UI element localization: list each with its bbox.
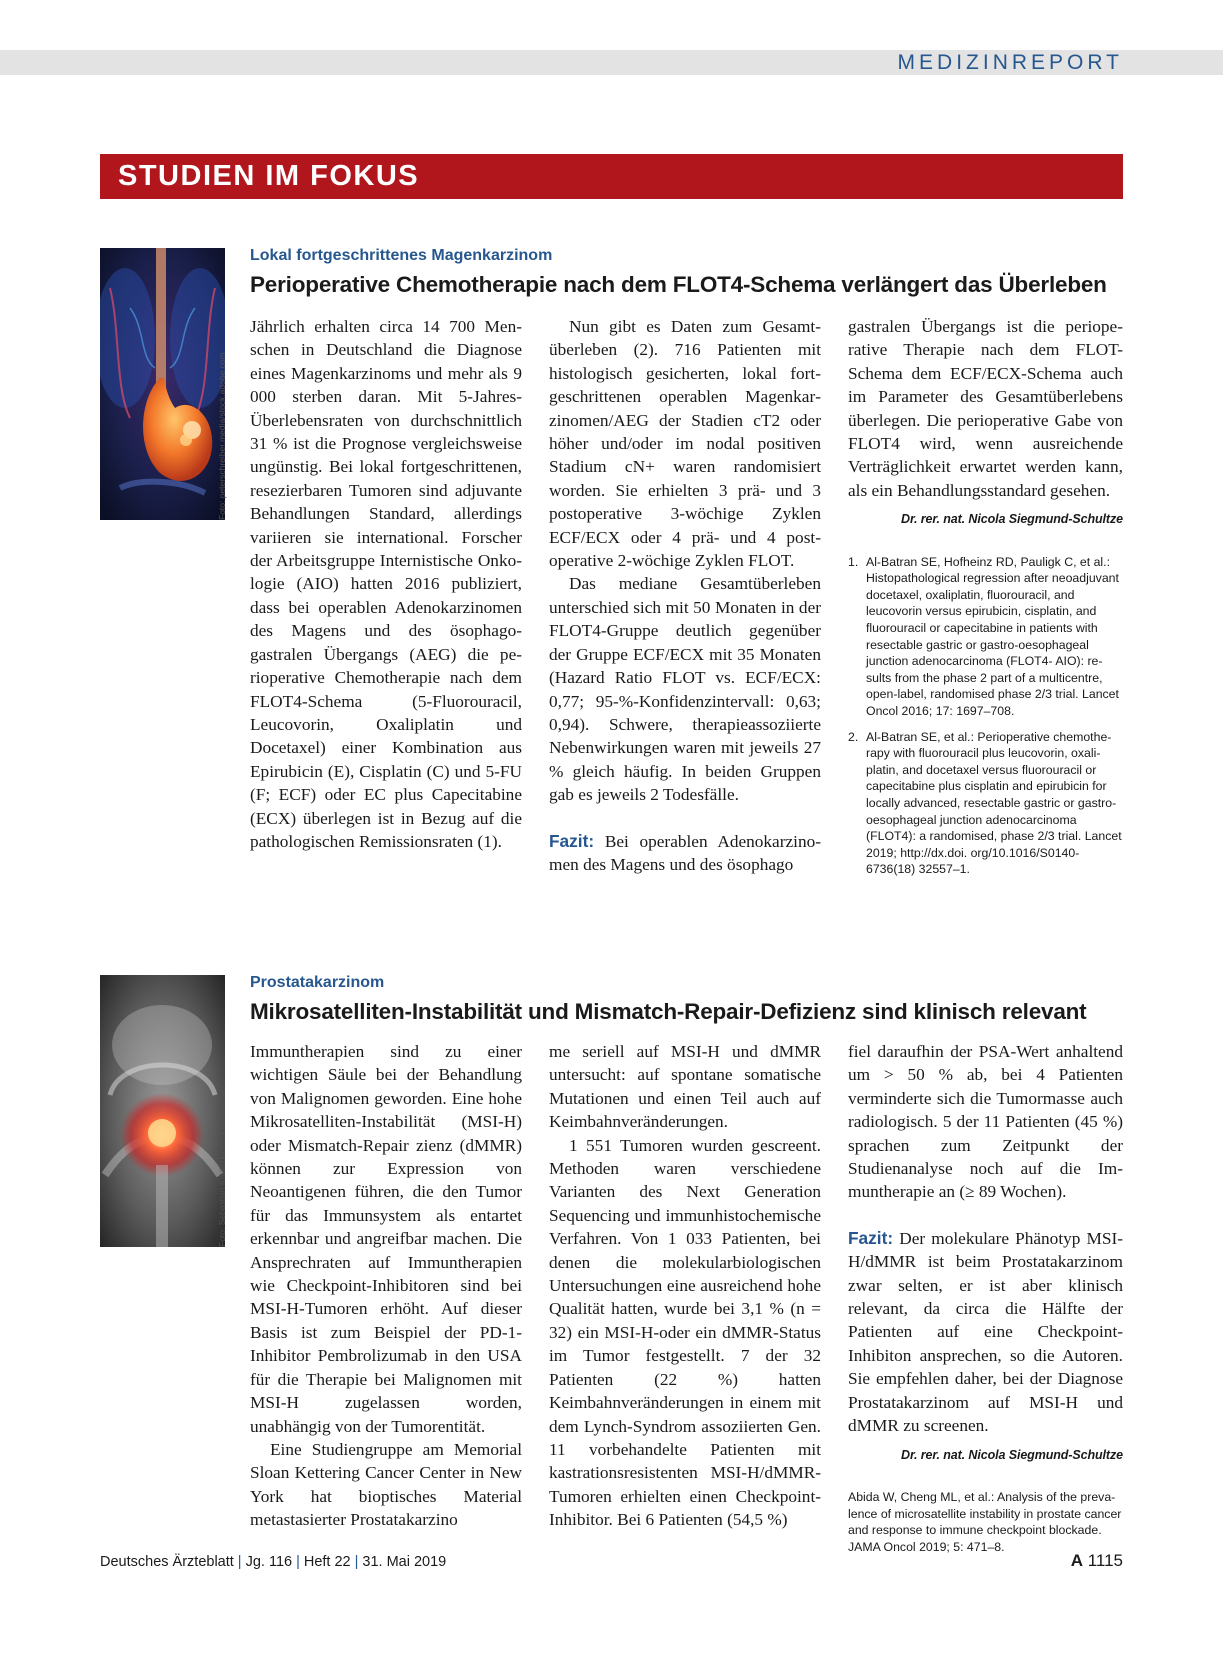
paragraph: Das mediane Gesamtüberleben unterschied sich mit 50 Monaten in der FLOT4-Gruppe deutlich gegenüber der Gruppe ECF/ECX mit 35 Monaten (Hazard Ratio FLOT vs. ECF/ECX: 0,77; 95-%-Konfidenzintervall: 0,63; 0,94). Schwere, therapieassoziierte Nebenwirkungen waren mit jeweils 27 % gleich häufig. In beiden Gruppen gab es jeweils 2 Todesfälle. [549,574,821,805]
reference-item [848,729,1123,878]
author-byline: Dr. rer. nat. Nicola Siegmund-Schultze [901,512,1123,527]
paragraph: 1 551 Tumoren wurden gescreent. Methoden waren verschiedene Varianten des Next Generation Sequencing und immunhistochemische Verfahren. Von 1 033 Patienten, bei denen die molekularbiologischen Untersuchungen eine ausreichend hohe Qualität hatten, wurde bei 3,1 % (n = 32) ein MSI-H-oder ein dMMR-Status im Tumor festgestellt. 7 der 32 Patienten (22 %) hatten Keimbahnveränderungen in einem mit dem Lynch-Syndrom assoziierten Gen. 11 vorbehandelte Patienten mit kastrationsresistenten MSI-H/dMMR-Tumoren erhielten einen Checkpoint-Inhibitor. Bei 6 Patienten (54,5 %) [549,1135,821,1530]
issue-date: 31. Mai 2019 [362,1554,447,1570]
article1-kicker: Lokal fortgeschrittenes Magenkarzinom [250,247,553,264]
page-prefix: A [1070,1551,1083,1570]
page-number-value: 1115 [1087,1551,1123,1570]
fazit-text: Bei operablen Adenokarzinomen des Magens und des ösophago [549,831,821,874]
stomach-illustration [100,248,225,520]
paragraph: Immuntherapien sind zu einer wichtigen Säule bei der Behandlung von Malignomen geworden. Eine hohe Mikrosatelliten-Instabilität (MSI-H) oder Mismatch-Repair zienz (dMMR) können zur Expression von Neoantigenen führen, die den Tumor für das Immunsystem als entartet erkennbar und angreifbar machen. Die Ansprechraten auf Immuntherapien wie Checkpoint-Inhibitoren sind bei MSI-H-Tumoren erhöht. Auf dieser Basis ist zum Beispiel der PD-1-Inhibitor Pembrolizumab in den USA für die Therapie bei Malignomen mit MSI-H zugelassen worden, unabhängig von der Tumorentität. [250,1042,522,1436]
article2-column-1 [250,1040,522,1532]
fazit-text: Der molekulare Phänotyp MSI-H/dMMR ist beim Prostatakarzinom zwar selten, er ist aber klinisch relevant, da circa die Hälfte der Patienten auf eine Checkpoint-Inhibiton ansprechen, so die Autoren. Sie empfehlen daher, bei der Diagnose Prostatakarzinom auf MSI-H und dMMR zu screenen. [848,1228,1123,1436]
volume: Jg. 116 [245,1554,293,1570]
prostate-illustration [100,975,225,1247]
journal-name: Deutsches Ärzteblatt [100,1554,234,1570]
reference-text: Al-Batran SE, Hofheinz RD, Pauligk C, et al.: Histopathological regression after neoadjuvant docetaxel, oxaliplatin, fluorouracil, and leucovorin versus epirubicin, cisplatin, and fluorouracil or capecitabine in patients with resectable gastric or gastro-oesophageal junction adenocarcinoma (FLOT4- AIO): results from the phase 2 part of a multicentre, open-label, randomised phase 2/3 trial. Lancet Oncol 2016; 17: 1697–708. [866,554,1119,718]
fazit-label: Fazit: [848,1227,894,1248]
page-number [1071,1551,1123,1571]
paragraph: Jährlich erhalten circa 14 700 Menschen in Deutschland die Diagnose eines Magenkarzinoms und mehr als 9 000 sterben daran. Mit 5-Jahres-Überlebensraten von durchschnittlich 31 % ist die Prognose vergleichsweise ungünstig. Bei lokal fortgeschrittenen, resezierbaren Tumoren sind adjuvante Behandlungen Standard, allerdings variieren sie international. Forscher der Arbeitsgruppe Internistische Onkologie (AIO) hatten 2016 publiziert, dass bei operablen Adenokarzinomen des Magens und des ösophagogastralen Übergangs (AEG) die perioperative Chemotherapie nach dem FLOT4-Schema (5-Fluorouracil, Leucovorin, Oxaliplatin und Docetaxel) einer Kombination aus Epirubicin (E), Cisplatin (C) und 5-FU (F; ECF) oder EC plus Capecitabine (ECX) überlegen ist in Bezug auf die pathologischen Remissionsraten (1). [250,317,522,851]
photo-credit: Foto: Sebastian Kaulitzki/stock.adobe.com [217,1086,227,1247]
section-label: MEDIZINREPORT [897,51,1123,74]
paragraph: me seriell auf MSI-H und dMMR untersucht: auf spontane somatische Mutationen und einen Teil auch auf Keimbahnveränderungen. [549,1042,821,1132]
author-byline: Dr. rer. nat. Nicola Siegmund-Schultze [901,1447,1123,1462]
article2-column-3 [848,1040,1123,1555]
footer-citation: Deutsches Ärzteblatt | Jg. 116 | Heft 22 | 31. Mai 2019 [100,1554,447,1570]
banner-title: STUDIEN IM FOKUS [118,160,420,192]
paragraph: fiel daraufhin der PSA-Wert anhaltend um > 50 % ab, bei 4 Patienten verminderte sich die Tumormasse auch radiologisch. 5 der 11 Patienten (45 %) sprachen zum Zeitpunkt der Studienanalyse noch auf die Immuntherapie an (≥ 89 Wochen). [848,1042,1123,1202]
article2-column-2 [549,1040,821,1532]
article1-column-3 [848,315,1123,887]
article2-headline: Mikrosatelliten-Instabilität und Mismatch-Repair-Defizienz sind klinisch relevant [250,999,1087,1024]
reference-list [848,554,1123,878]
issue: Heft 22 [303,1554,351,1570]
fazit-label: Fazit: [549,830,595,851]
reference-text: Al-Batran SE, et al.: Perioperative chemotherapy with fluorouracil plus leucovorin, oxaliplatin, and docetaxel versus fluorouracil or capecitabine plus cisplatin and epirubicin for locally advanced, resectable gastric or gastro-oesophageal junction adenocarcinoma (FLOT4): a randomised, phase 2/3 trial. Lancet 2019; http://dx.doi. org/10.1016/S0140-6736(18) 32557–1. [866,729,1122,877]
reference-number: 2. [848,729,859,744]
paragraph: Eine Studiengruppe am Memorial Sloan Kettering Cancer Center in New York hat bioptisches Material metastasierter Prostatakarzino [250,1439,522,1530]
reference-item [848,554,1123,720]
paragraph: gastralen Übergangs ist die perioperative Therapie nach dem FLOT-Schema dem ECF/ECX-Schema auch im Parameter des Gesamtüberlebens überlegen. Die perioperative Gabe von FLOT4 wird, wenn ausreichende Verträglichkeit erwartet werden kann, als ein Behandlungsstandard gesehen. [848,317,1123,500]
article1-column-1 [250,315,522,853]
fazit-paragraph [848,1227,1123,1438]
article1-headline: Perioperative Chemotherapie nach dem FLOT4-Schema verlängert das Überleben [250,272,1107,297]
fazit-paragraph [549,830,821,877]
banner [100,154,1123,199]
paragraph: Nun gibt es Daten zum Gesamtüberleben (2). 716 Patienten mit histologisch gesicherten, lokal fortgeschrittenen operablen Magenkarzinomen/AEG der Stadien cT2 oder höher und/oder im nodal positiven Stadium cN+ waren randomisiert worden. Sie erhielten 3 prä- und 3 postoperative 3-wöchige Zyklen ECF/ECX oder 4 prä- und 4 postoperative 2-wöchige Zyklen FLOT. [549,317,821,571]
photo-credit: Foto: peterschreiber.media/stock.adobe.com [217,352,227,520]
reference-number: 1. [848,554,859,569]
article1-column-2 [549,315,821,876]
reference-text: Abida W, Cheng ML, et al.: Analysis of the prevalence of microsatellite instability in prostate cancer and response to immune checkpoint blockade. JAMA Oncol 2019; 5: 471–8. [848,1489,1122,1554]
article2-kicker: Prostatakarzinom [250,974,385,991]
